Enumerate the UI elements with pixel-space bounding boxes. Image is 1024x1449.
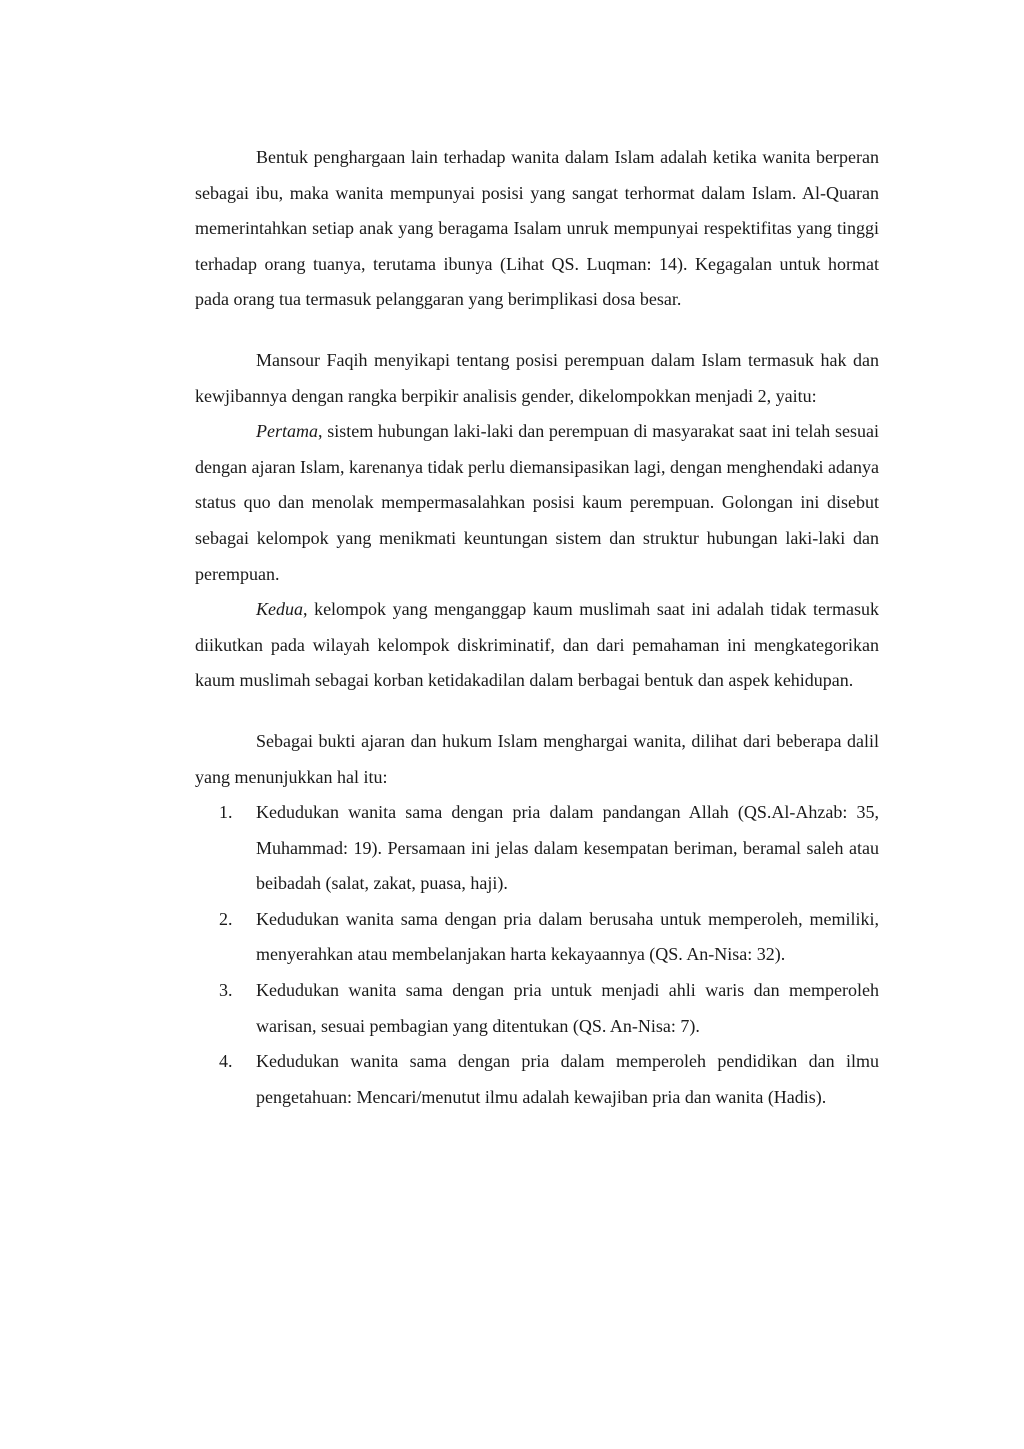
list-item bbox=[195, 902, 879, 973]
pertama-text: , sistem hubungan laki-laki dan perempuan di masyarakat saat ini telah sesuai dengan ajaran Islam, karenanya tidak perlu diemansipasikan lagi, dengan menghendaki adanya status quo dan menolak mempermasalahkan posisi kaum perempuan. Golongan ini disebut sebagai kelompok yang menikmati keuntungan sistem dan struktur hubungan laki-laki dan perempuan. bbox=[195, 421, 879, 584]
pertama-label: Pertama bbox=[256, 421, 318, 442]
list-item-number: 4. bbox=[219, 1051, 233, 1072]
paragraph-gap bbox=[195, 318, 879, 343]
paragraph-gap bbox=[195, 699, 879, 724]
dalil-list bbox=[195, 795, 879, 1115]
page-body bbox=[195, 140, 879, 1115]
paragraph-mansour-faqih: Mansour Faqih menyikapi tentang posisi perempuan dalam Islam termasuk hak dan kewjibannya dengan rangka berpikir analisis gender, dikelompokkan menjadi 2, yaitu: bbox=[195, 349, 879, 406]
list-item-text: Kedudukan wanita sama dengan pria dalam berusaha untuk memperoleh, memiliki, menyerahkan atau membelanjakan harta kekayaannya (QS. An-Nisa: 32). bbox=[256, 908, 879, 965]
paragraph-bukti: Sebagai bukti ajaran dan hukum Islam menghargai wanita, dilihat dari beberapa dalil yang menunjukkan hal itu: bbox=[195, 730, 879, 787]
list-item bbox=[195, 795, 879, 902]
paragraph-ibu: Bentuk penghargaan lain terhadap wanita dalam Islam adalah ketika wanita berperan sebagai ibu, maka wanita mempunyai posisi yang sangat terhormat dalam Islam. Al-Quaran memerintahkan setiap anak yang beragama Isalam unruk mempunyai respektifitas yang tinggi terhadap orang tuanya, terutama ibunya (Lihat QS. Luqman: 14). Kegagalan untuk hormat pada orang tua termasuk pelanggaran yang berimplikasi dosa besar. bbox=[195, 147, 879, 310]
list-item-text: Kedudukan wanita sama dengan pria untuk menjadi ahli waris dan memperoleh warisan, sesuai pembagian yang ditentukan (QS. An-Nisa: 7). bbox=[256, 980, 879, 1036]
kedua-label: Kedua bbox=[256, 599, 303, 620]
list-item bbox=[195, 1044, 879, 1115]
paragraph-kedua bbox=[195, 592, 879, 699]
list-item bbox=[195, 973, 879, 1044]
list-item-number: 1. bbox=[219, 802, 233, 823]
kedua-text: , kelompok yang menganggap kaum muslimah saat ini adalah tidak termasuk diikutkan pada wilayah kelompok diskriminatif, dan dari pemahaman ini mengkategorikan kaum muslimah sebagai korban ketidakadilan dalam berbagai bentuk dan aspek kehidupan. bbox=[195, 599, 879, 691]
list-item-text: Kedudukan wanita sama dengan pria dalam memperoleh pendidikan dan ilmu pengetahuan: Mencari/menutut ilmu adalah kewajiban pria dan wanita (Hadis). bbox=[256, 1051, 879, 1107]
paragraph-pertama bbox=[195, 414, 879, 592]
list-item-number: 2. bbox=[219, 908, 233, 929]
list-item-number: 3. bbox=[219, 980, 233, 1001]
list-item-text: Kedudukan wanita sama dengan pria dalam pandangan Allah (QS.Al-Ahzab: 35, Muhammad: 19). Persamaan ini jelas dalam kesempatan beriman, beramal saleh atau beibadah (salat, zakat, puasa, haji). bbox=[256, 802, 879, 894]
